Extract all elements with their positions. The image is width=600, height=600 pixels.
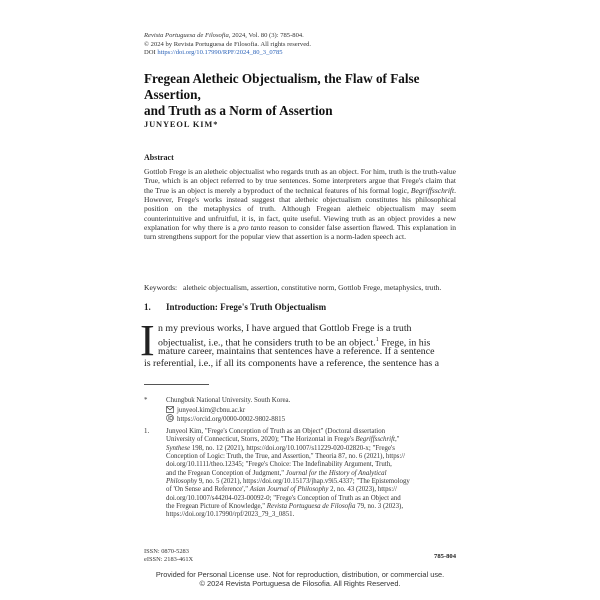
keywords-list: aletheic objectualism, assertion, constitutive norm, Gottlob Frege, metaphysics, truth. (183, 283, 442, 292)
author-name: JUNYEOL KIM* (144, 120, 219, 129)
footnote-ref[interactable]: 1 (375, 336, 379, 343)
body-line-2: objectualist, i.e., that he considers truth to be an object.$^1$ Frege, in his (158, 336, 431, 348)
author-orcid (166, 414, 285, 424)
footnote-star-mark: * (144, 397, 148, 404)
section-number: 1. (144, 302, 151, 312)
orcid-icon (166, 414, 174, 422)
body-line-3: mature career, maintains that sentences have a reference. If a sentence (158, 346, 435, 358)
article-title: Fregean Aletheic Objectualism, the Flaw of False Assertion, and Truth as a Norm of Assertion (144, 71, 420, 118)
keywords-label: Keywords: (144, 283, 178, 292)
author-affiliation: Chungbuk National University. South Korea. (166, 397, 291, 404)
orcid-link[interactable]: https://orcid.org/0000-0002-9802-8815 (177, 416, 286, 423)
envelope-icon (166, 406, 174, 413)
body-line-4: is referential, i.e., if all its components have a reference, the sentence has a (144, 357, 440, 369)
issn: ISSN: 0870-5283 (144, 548, 189, 555)
email-text[interactable]: junyeol.kim@cbnu.ac.kr (177, 406, 246, 414)
copyright-line: © 2024 by Revista Portuguesa de Filosofia. All rights reserved. (144, 40, 312, 48)
footnote-1-mark: 1. (144, 428, 150, 435)
abstract-text: Gottlob Frege is an aletheic objectualist who regards truth as an object. For him, truth is the truth-value True, which is an object referred to by true sentences. Some interpreters argue that Frege's claim that the True is an object is merely a byproduct of the technical features of his formal logic, Begriffsschrift. However, Frege's works instead suggest that aletheic objectualism constitutes his philosophical position on the metaphysics of truth. Although Fregean aletheic objectualism may seem counterintuitive and unfruitful, it is, in fact, quite useful. Viewing truth as an object provides a new explanation for why there is a pro tanto reason to consider false assertion flawed. This explanation in turn strengthens support for the popular view that assertion is a norm-laden speech act. (144, 167, 457, 242)
doi-line: DOI https://doi.org/10.17990/RPF/2024_80_3_0785 (144, 49, 283, 56)
footnote-rule (144, 384, 209, 385)
drop-cap: I (140, 316, 155, 365)
journal-citation: Revista Portuguesa de Filosofia, 2024, Vol. 80 (3): 785-804. (144, 32, 304, 39)
journal-name: Revista Portuguesa de Filosofia (144, 32, 229, 39)
eissn: eISSN: 2183-461X (144, 556, 194, 563)
abstract-heading: Abstract (144, 153, 174, 162)
footnote-1-text: Junyeol Kim, "Frege's Conception of Truth as an Object" (Doctoral dissertation University of Connecticut, Storrs, 2020); "The Horizontal in Frege's Begriffsschrift," Synthese 198, no. 12 (2021), https://doi.org/10.1007/s11229-020-02820-x; "Frege's Conception of Logic: Truth, the True, and Assertion," Theoria 87, no. 6 (2021), https:// doi.org/10.1111/theo.12345; "Frege's Choice: The Indefinability Argument, Truth, and the Fregean Conception of Judgment," Journal for the History of Analytical Philosophy 9, no. 5 (2021), https://doi.org/10.15173/jhap.v9i5.4337; "The Epistemology of 'On Sense and Reference'," Asian Journal of Philosophy 2, no. 43 (2023), https:// doi.org/10.1007/s44204-023-00092-0; "Frege's Conception of Truth as an Object and the Fregean Picture of Knowledge," Revista Portuguesa de Filosofia 79, no. 3 (2023), https://doi.org/10.17990/rpf/2023_79_3_0851. (166, 428, 410, 519)
body-line-1: n my previous works, I have argued that Gottlob Frege is a truth (158, 323, 412, 334)
license-copyright: © 2024 Revista Portuguesa de Filosofia. All Rights Reserved. (199, 579, 401, 588)
doi-link[interactable]: https://doi.org/10.17990/RPF/2024_80_3_0785 (157, 49, 283, 56)
page-range: 785-804 (434, 553, 456, 560)
section-title: Introduction: Frege's Truth Objectualism (166, 302, 327, 312)
license-notice: Provided for Personal License use. Not for reproduction, distribution, or commercial use. (155, 570, 445, 579)
